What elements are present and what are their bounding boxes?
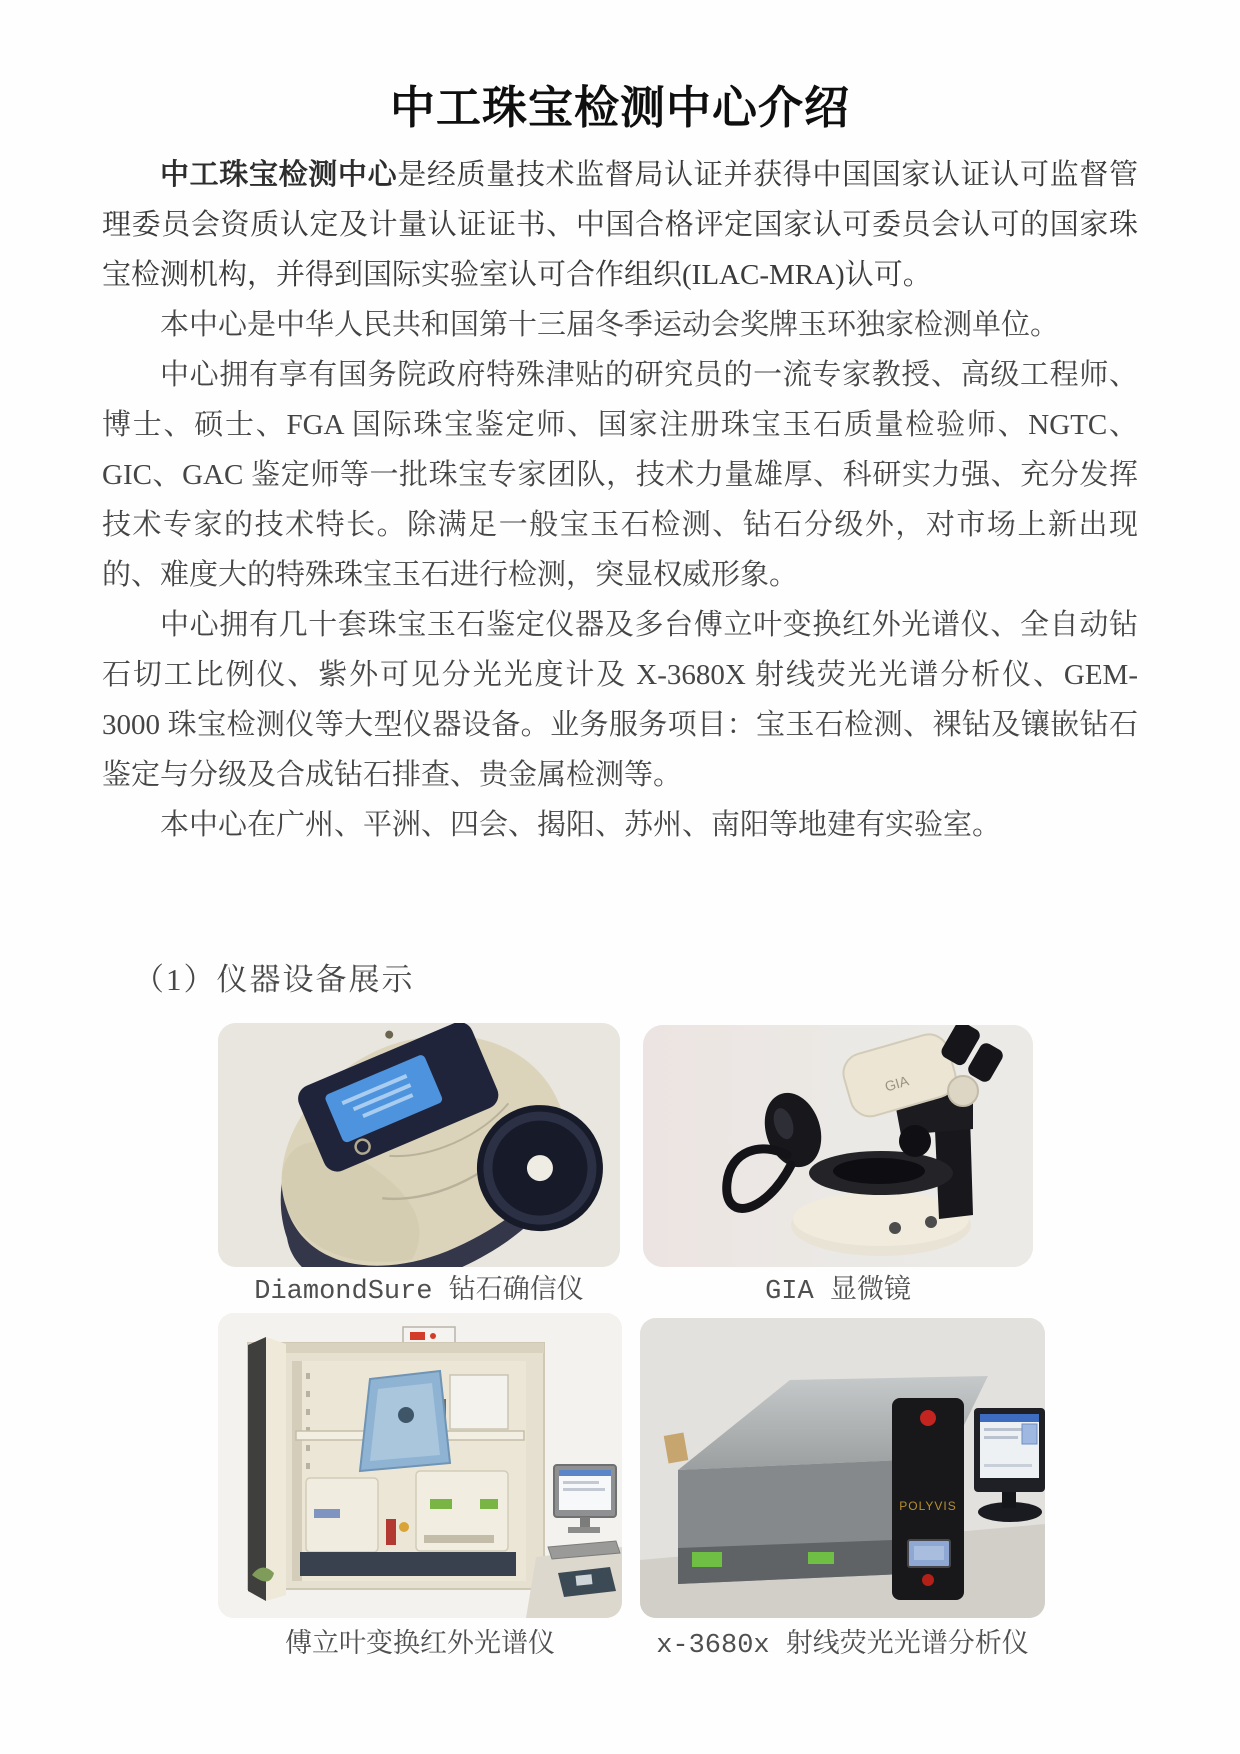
gia-label: GIA (882, 1072, 911, 1095)
ftir-cabinet (248, 1327, 544, 1601)
photo-ftir-spectrometer (218, 1313, 622, 1618)
diamondsure-illustration (218, 1023, 620, 1267)
xrf-illustration (640, 1318, 1045, 1618)
gia-microscope-illustration (643, 1025, 1033, 1267)
figure-caption: x-3680x 射线荧光光谱分析仪 (656, 1631, 1029, 1661)
paragraph: 本中心在广州、平洲、四会、揭阳、苏州、南阳等地建有实验室。 (160, 809, 1002, 841)
paragraph (102, 150, 1138, 300)
section-heading: （1）仪器设备展示 (133, 962, 415, 997)
figure-caption: 傅立叶变换红外光谱仪 (285, 1631, 555, 1661)
figure-caption: GIA 显微镜 (765, 1277, 911, 1307)
led-display (410, 1332, 425, 1340)
body-text (102, 150, 1138, 850)
paragraph-rest: 是经质量技术监督局认证并获得中国国家认证认可监督管理委员会资质认定及计量认证证书、中国合格评定国家认可委员会认可的国家珠宝检测机构，并得到国际实验室认可合作组织(ILAC-MRA)认可。 (102, 159, 1138, 291)
paragraph: 中心拥有几十套珠宝玉石鉴定仪器及多台傅立叶变换红外光谱仪、全自动钻石切工比例仪、紫外可见分光光度计及 X-3680X 射线荧光光谱分析仪、GEM-3000 珠宝检测仪等大型仪器设备。业务服务项目：宝玉石检测、裸钻及镶嵌钻石鉴定与分级及合成钻石排查、贵金属检测等。 (102, 609, 1138, 791)
page-title: 中工珠宝检测中心介绍 (389, 82, 850, 133)
cabinet-door (248, 1337, 266, 1601)
ftir-base (300, 1552, 516, 1576)
shelf-box (450, 1375, 508, 1429)
paragraph: 中心拥有享有国务院政府特殊津贴的研究员的一流专家教授、高级工程师、博士、硕士、FGA 国际珠宝鉴定师、国家注册珠宝玉石质量检验师、NGTC、GIC、GAC 鉴定师等一批珠宝专家团队，技术力量雄厚、科研实力强、充分发挥技术专家的技术特长。除满足一般宝玉石检测、钻石分级外，对市场上新出现的、难度大的特殊珠宝玉石进行检测，突显权威形象。 (102, 359, 1138, 591)
ftir-illustration (218, 1313, 622, 1618)
paragraph-lead: 中工珠宝检测中心 (160, 159, 398, 191)
tower-logo: POLYVIS (899, 1499, 957, 1513)
photo-diamondsure (218, 1023, 620, 1267)
paragraph: 本中心是中华人民共和国第十三届冬季运动会奖牌玉环独家检测单位。 (160, 309, 1060, 341)
figure-caption: DiamondSure 钻石确信仪 (254, 1277, 584, 1307)
tower-red-button-top (920, 1410, 936, 1426)
photo-xrf-analyzer (640, 1318, 1045, 1618)
tower-red-button-bottom (922, 1574, 934, 1586)
photo-gia-microscope (643, 1025, 1033, 1267)
